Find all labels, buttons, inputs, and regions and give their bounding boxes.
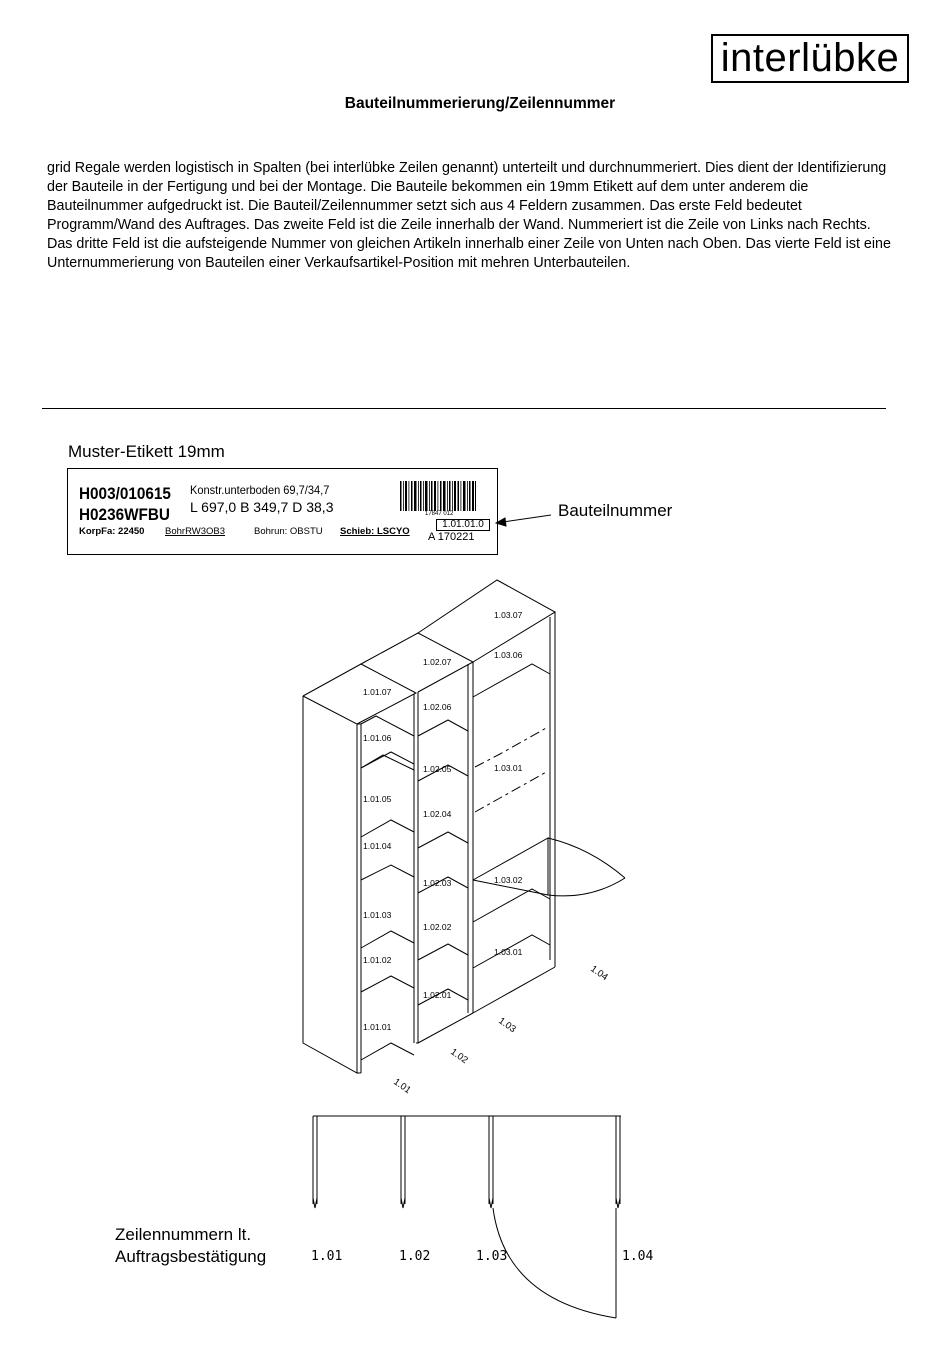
shelf-label-col2-4: 1.02.03	[423, 878, 452, 888]
shelf-label-col2-5: 1.02.02	[423, 922, 452, 932]
isometric-shelf	[303, 580, 625, 1073]
label-caption: Muster-Etikett 19mm	[68, 442, 225, 461]
row-label-3: 1.04	[588, 963, 610, 984]
shelf-label-col2-0: 1.02.07	[423, 657, 452, 667]
shelf-label-col3-0: 1.03.07	[494, 610, 523, 620]
label-part-number: 1.01.01.0	[436, 519, 490, 531]
plan-caption-line1: Zeilennummern lt.	[115, 1225, 252, 1244]
label-schieb: Schieb: LSCYO	[340, 526, 410, 537]
plan-view	[313, 1116, 621, 1318]
label-order-code: H003/010615	[79, 484, 171, 503]
shelf-labels	[363, 610, 523, 1032]
shelf-label-col2-3: 1.02.04	[423, 809, 452, 819]
label-dimensions: L 697,0 B 349,7 D 38,3	[190, 499, 334, 515]
page-title: Bauteilnummerierung/Zeilennummer	[344, 95, 616, 112]
shelf-label-col1-3: 1.01.04	[363, 841, 392, 851]
barcode-number: 17847 012	[425, 511, 454, 517]
label-bohr: BohrRW3OB3	[165, 526, 226, 537]
shelf-label-col1-6: 1.01.01	[363, 1022, 392, 1032]
row-labels	[391, 963, 609, 1096]
label-article-code: H0236WFBU	[79, 505, 170, 524]
shelf-label-col2-1: 1.02.06	[423, 702, 452, 712]
shelf-label-col2-6: 1.02.01	[423, 990, 452, 1000]
intro-paragraph: grid Regale werden logistisch in Spalten (bei interlübke Zeilen genannt) unterteilt und durchnummeriert. Dies dient der Identifizierung der Bauteile in der Fertigung und bei der Montage. Die Bauteile bekommen ein 19mm Etikett auf dem unter anderem die Bauteilnummer aufgedruckt ist. Die Bauteil/Zeilennummer setzt sich aus 4 Feldern zusammen. Das erste Feld bedeutet Programm/Wand des Auftrages. Das zweite Feld ist die Zeile innerhalb der Wand. Nummeriert ist die Zeile von Links nach Rechts. Das dritte Feld ist die aufsteigende Nummer von gleichen Artikeln innerhalb einer Zeile von Unten nach Oben. Das vierte Feld ist eine Unternummerierung von Bauteilen einer Verkaufsartikel-Position mit mehren Unterbauteilen.	[47, 160, 891, 271]
shelf-label-col3-2: 1.03.01	[494, 763, 523, 773]
shelf-label-col3-4: 1.03.01	[494, 947, 523, 957]
label-description: Konstr.unterboden 69,7/34,7	[190, 483, 330, 497]
row-label-0: 1.01	[391, 1076, 413, 1097]
shelf-label-col1-5: 1.01.02	[363, 955, 392, 965]
plan-label-1-03: 1.03	[476, 1249, 508, 1264]
plan-label-1-01: 1.01	[311, 1249, 343, 1264]
shelf-label-col3-1: 1.03.06	[494, 650, 523, 660]
shelf-label-col1-2: 1.01.05	[363, 794, 392, 804]
shelf-label-col1-4: 1.01.03	[363, 910, 392, 920]
label-date: A 170221	[428, 531, 475, 543]
plan-label-1-04: 1.04	[622, 1249, 654, 1264]
label-korpfa: KorpFa: 22450	[79, 526, 145, 537]
label-bohrung: Bohrun: OBSTU	[254, 526, 323, 537]
shelf-label-col1-0: 1.01.07	[363, 687, 392, 697]
plan-caption-line2: Auftragsbestätigung	[115, 1247, 267, 1266]
plan-label-1-02: 1.02	[399, 1249, 431, 1264]
interluebke-logo: interlübke	[711, 34, 909, 83]
callout-arrow	[496, 515, 551, 526]
shelf-label-col1-1: 1.01.06	[363, 733, 392, 743]
shelf-label-col2-2: 1.02.05	[423, 764, 452, 774]
row-label-2: 1.03	[496, 1015, 518, 1036]
row-label-1: 1.02	[448, 1046, 470, 1067]
plan-caption	[115, 1224, 266, 1268]
callout-bauteilnummer: Bauteilnummer	[558, 501, 673, 520]
shelf-label-col3-3: 1.03.02	[494, 875, 523, 885]
